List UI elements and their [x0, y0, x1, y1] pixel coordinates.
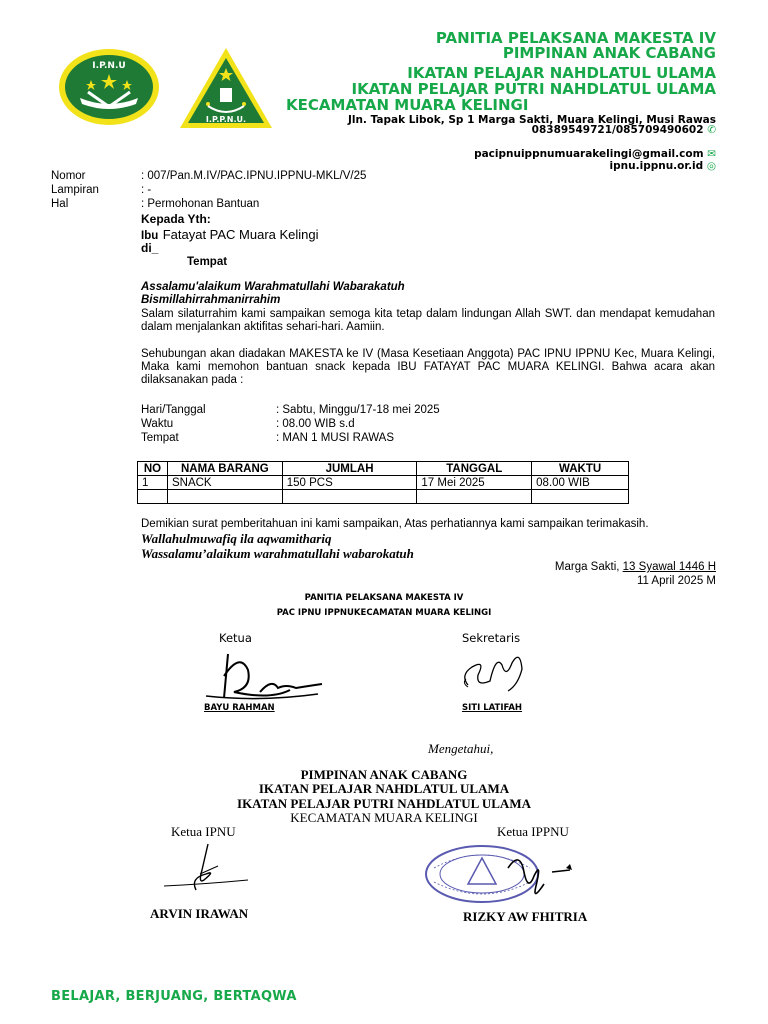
- ketua-ippnu-label: Ketua IPPNU: [497, 824, 569, 839]
- bismillah-text: Bismillahirrahmanirrahim: [141, 294, 281, 306]
- kop-email: [474, 148, 716, 160]
- nomor-value: : 007/Pan.M.IV/PAC.IPNU.IPPNU-MKL/V/25: [141, 170, 367, 182]
- table-cell: [532, 490, 629, 504]
- recipient-prefix: Ibu: [141, 230, 159, 242]
- lampiran-label: Lampiran: [51, 184, 99, 196]
- salam-text: Assalamu'alaikum Warahmatullahi Wabarakatuh: [141, 281, 405, 293]
- kop-address: Jln. Tapak Libok, Sp 1 Marga Sakti, Muara Kelingi, Musi Rawas: [347, 114, 716, 126]
- kop-line2: PIMPINAN ANAK CABANG: [502, 44, 716, 62]
- ketua-label: Ketua: [219, 631, 252, 645]
- svg-text:I.P.P.N.U.: I.P.P.N.U.: [205, 115, 247, 124]
- phone-number: 08389549721/085709490602: [531, 124, 704, 136]
- table-cell: [282, 490, 417, 504]
- email-text: pacipnuippnumuarakelingi@gmail.com: [474, 148, 704, 160]
- ipnu-logo: [58, 48, 160, 126]
- svg-text:I.P.N.U: I.P.N.U: [92, 61, 126, 71]
- whatsapp-icon: ✆: [707, 124, 716, 136]
- ketua-ippnu-name: RIZKY AW FHITRIA: [463, 909, 588, 924]
- ketua-ipnu-label: Ketua IPNU: [171, 824, 236, 839]
- nomor-label: Nomor: [51, 170, 86, 182]
- hijri-date: 13 Syawal 1446 H: [622, 561, 716, 573]
- table-row: [138, 476, 629, 490]
- waktu-value: : 08.00 WIB s.d: [276, 418, 355, 430]
- tempat-event-value: : MAN 1 MUSI RAWAS: [276, 432, 394, 444]
- kop-line4: IKATAN PELAJAR PUTRI NAHDLATUL ULAMA: [351, 80, 716, 98]
- kop-website: [610, 160, 716, 172]
- table-cell: 1: [138, 476, 168, 490]
- approval-org-2: IKATAN PELAJAR NAHDLATUL ULAMA: [258, 781, 510, 796]
- ketua-ipnu-name: ARVIN IRAWAN: [150, 906, 249, 921]
- place-text: Marga Sakti,: [554, 561, 620, 573]
- table-header: NAMA BARANG: [167, 462, 282, 476]
- kepada-label: Kepada Yth:: [141, 212, 211, 226]
- globe-icon: ◎: [706, 160, 716, 172]
- footer-motto: BELAJAR, BERJUANG, BERTAQWA: [51, 989, 297, 1004]
- table-header: WAKTU: [532, 462, 629, 476]
- tempat-event-label: Tempat: [141, 432, 179, 444]
- table-cell: SNACK: [167, 476, 282, 490]
- recipient-org: Fatayat PAC Muara Kelingi: [162, 227, 319, 242]
- approval-org-1: PIMPINAN ANAK CABANG: [300, 767, 468, 782]
- ketua-name: BAYU RAHMAN: [204, 703, 275, 713]
- hari-label: Hari/Tanggal: [141, 404, 206, 416]
- table-header: NO: [138, 462, 168, 476]
- table-cell: 08.00 WIB: [532, 476, 629, 490]
- website-text: ipnu.ippnu.or.id: [609, 160, 704, 172]
- committee-title-2: PAC IPNU IPPNUKECAMATAN MUARA KELINGI: [276, 608, 492, 618]
- approval-org-4: KECAMATAN MUARA KELINGI: [290, 810, 478, 825]
- table-row: [138, 490, 629, 504]
- mengetahui-text: Mengetahui,: [428, 741, 494, 756]
- hari-value: : Sabtu, Minggu/17-18 mei 2025: [276, 404, 440, 416]
- table-cell: 150 PCS: [282, 476, 417, 490]
- items-table: [137, 461, 629, 504]
- masehi-date: 11 April 2025 M: [636, 575, 716, 587]
- sekretaris-name: SITI LATIFAH: [462, 703, 523, 713]
- table-cell: [167, 490, 282, 504]
- hal-label: Hal: [51, 198, 69, 210]
- di-label: di_: [141, 241, 159, 255]
- approval-org-3: IKATAN PELAJAR PUTRI NAHDLATUL ULAMA: [237, 796, 531, 811]
- kop-line5: KECAMATAN MUARA KELINGI: [286, 96, 529, 114]
- table-cell: [417, 490, 532, 504]
- tempat-label: Tempat: [187, 256, 228, 268]
- kop-phone: [532, 124, 716, 136]
- table-header: JUMLAH: [282, 462, 417, 476]
- table-header-row: [138, 462, 629, 476]
- ketua-ipnu-signature: [160, 840, 252, 897]
- kop-line1: PANITIA PELAKSANA MAKESTA IV: [435, 29, 716, 47]
- wallahul-text: Wallahulmuwafiq ila aqwamithariq: [141, 531, 332, 546]
- closing-paragraph: Demikian surat pemberitahuan ini kami sampaikan, Atas perhatiannya kami sampaikan terimakasih.: [141, 518, 649, 530]
- ketua-signature: [200, 648, 330, 709]
- wassalam-text: Wassalamu’alaikum warahmatullahi wabarokatuh: [141, 546, 414, 561]
- sekretaris-label: Sekretaris: [462, 631, 521, 645]
- committee-title-1: PANITIA PELAKSANA MAKESTA IV: [304, 593, 464, 603]
- ippnu-stamp: [424, 842, 578, 911]
- lampiran-value: : -: [141, 184, 152, 196]
- sekretaris-signature: [456, 645, 536, 704]
- table-cell: 17 Mei 2025: [417, 476, 532, 490]
- kop-line3: IKATAN PELAJAR NAHDLATUL ULAMA: [407, 64, 716, 82]
- paragraph-2: Sehubungan akan diadakan MAKESTA ke IV (Masa Kesetiaan Anggota) PAC IPNU IPPNU Kec, Muara Kelingi, Maka kami memohon bantuan snack kepada IBU FATAYAT PAC MUARA KELINGI. Bahwa acara akan dilaksanakan pada :: [141, 348, 715, 386]
- ippnu-logo: [178, 46, 274, 130]
- mail-icon: ✉: [707, 148, 716, 160]
- recipient-name: [141, 226, 319, 244]
- table-cell: [138, 490, 168, 504]
- paragraph-1: Salam silaturrahim kami sampaikan semoga kita tetap dalam lindungan Allah SWT. dan mendapat kemudahan dalam menjalankan aktifitas sehari-hari. Aamiin.: [141, 308, 715, 333]
- table-header: TANGGAL: [417, 462, 532, 476]
- waktu-label: Waktu: [141, 418, 174, 430]
- hal-value: : Permohonan Bantuan: [141, 198, 260, 210]
- date-line: [555, 561, 716, 573]
